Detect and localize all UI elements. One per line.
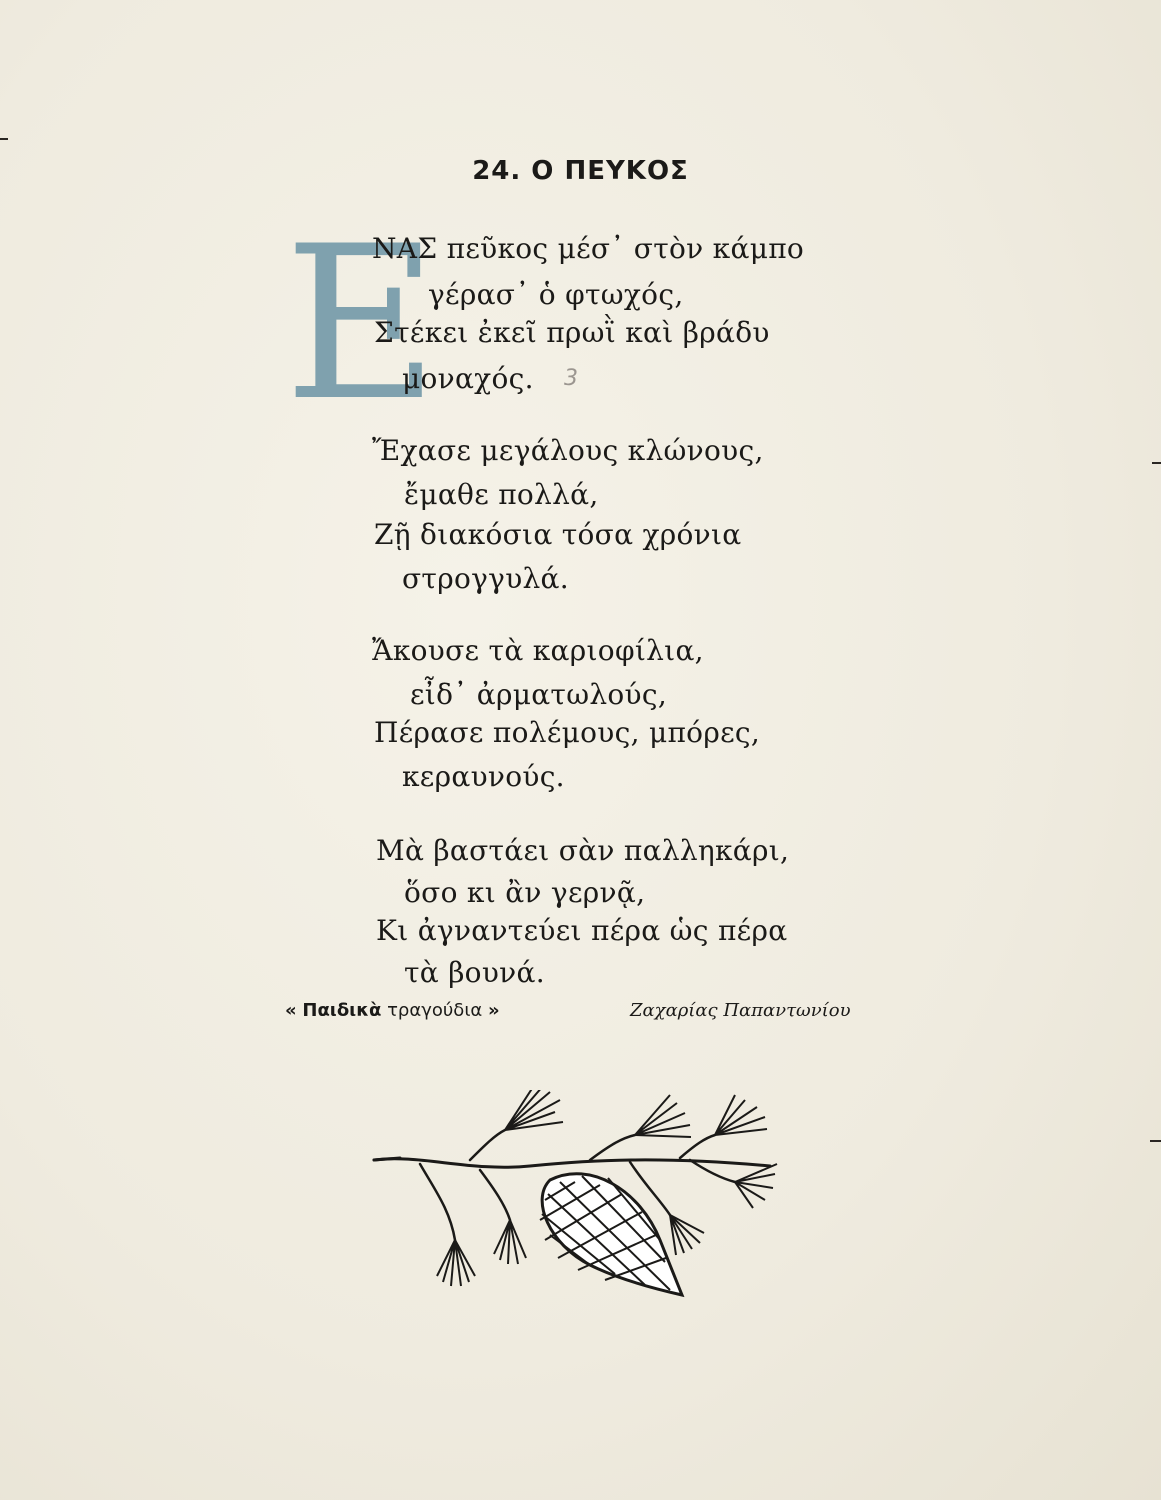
pencil-mark: 3 (564, 366, 578, 391)
author-name: Ζαχαρίας Παπαντωνίου (630, 1000, 851, 1021)
source-citation (285, 1000, 500, 1021)
poem-line: Ζῇ διακόσια τόσα χρόνια (374, 518, 742, 551)
poem-line: ἔμαθε πολλά, (404, 478, 599, 511)
source-book: Παιδικὰ (302, 1000, 382, 1021)
poem-line: κεραυνούς. (402, 760, 565, 793)
drop-cap: Ε (284, 200, 439, 447)
poem-line: τὰ βουνά. (404, 956, 545, 989)
pine-branch-illustration (360, 1090, 780, 1320)
source-open-quote: « (285, 1000, 297, 1021)
poem-line: στρογγυλά. (402, 562, 569, 595)
poem-line: Ἔχασε μεγάλους κλώνους, (372, 434, 764, 467)
poem-line: Μὰ βαστάει σὰν παλληκάρι, (376, 834, 790, 867)
poem-title-text: 24. Ο ΠΕΥΚΟΣ (472, 156, 689, 186)
poem-line: μοναχός. (402, 362, 534, 395)
poem-line: Στέκει ἐκεῖ πρωῒ καὶ βράδυ (374, 316, 770, 349)
poem-line: Κι ἀγναντεύει πέρα ὡς πέρα (376, 914, 788, 947)
poem-line: ΝΑΣ πεῦκος μέσ᾽ στὸν κάμπο (372, 232, 805, 265)
poem-line: εἶδ᾽ ἀρματωλούς, (410, 678, 668, 711)
poem-line: γέρασ᾽ ὁ φτωχός, (428, 278, 684, 311)
source-rest: τραγούδια (387, 1000, 483, 1021)
source-close-quote: » (488, 1000, 500, 1021)
poem-line: Πέρασε πολέμους, μπόρες, (374, 716, 761, 749)
poem-line: ὅσο κι ἂν γερνᾷ, (404, 876, 646, 909)
poem-line: Ἄκουσε τὰ καριοφίλια, (372, 634, 704, 667)
